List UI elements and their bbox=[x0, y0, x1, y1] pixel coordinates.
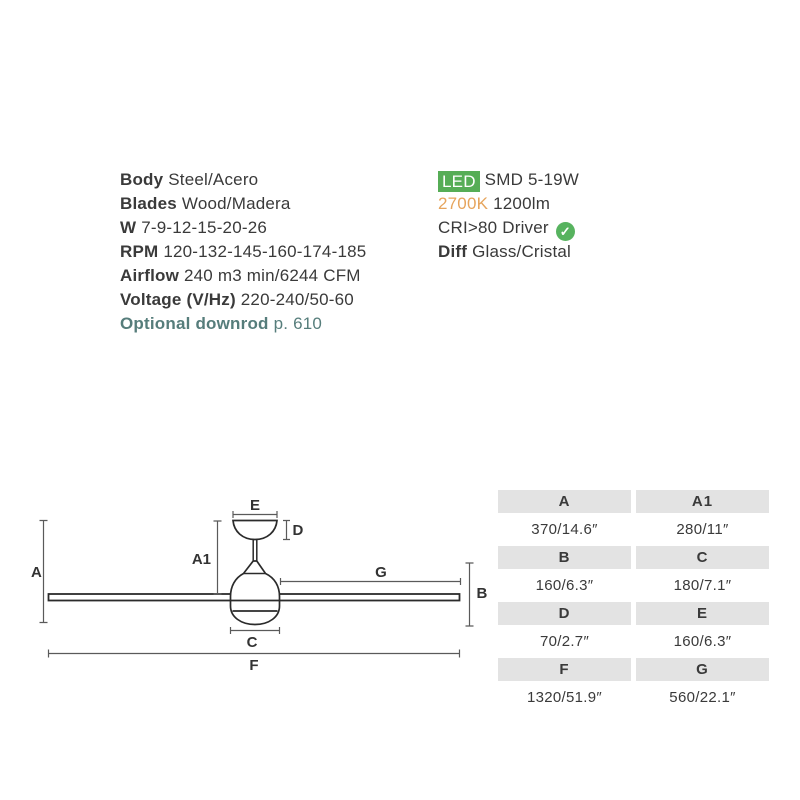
dim-label-C: C bbox=[246, 634, 258, 651]
spec-label: Voltage (V/Hz) bbox=[120, 290, 236, 309]
spec-optional-downrod bbox=[120, 312, 366, 336]
dim-label-A: A bbox=[31, 564, 42, 581]
dim-key: A bbox=[498, 490, 631, 513]
spec-color-temp bbox=[438, 192, 579, 216]
dim-key: A1 bbox=[636, 490, 769, 513]
spec-label: W bbox=[120, 218, 137, 237]
spec-blades bbox=[120, 192, 366, 216]
fan-canopy bbox=[233, 521, 277, 540]
spec-label: RPM bbox=[120, 242, 159, 261]
fan-dimension-diagram bbox=[30, 490, 490, 690]
dim-value: 560/22.1″ bbox=[669, 689, 736, 706]
spec-value: Steel/Acero bbox=[168, 170, 259, 189]
product-specs bbox=[120, 168, 366, 336]
dim-cell-A1 bbox=[636, 490, 769, 546]
dim-key: D bbox=[498, 602, 631, 625]
dim-value: 70/2.7″ bbox=[539, 633, 590, 650]
dim-line-C bbox=[231, 627, 280, 634]
fan-motor-housing bbox=[231, 561, 280, 625]
lumen-value: 1200lm bbox=[493, 194, 551, 213]
cri-value: CRI>80 Driver bbox=[438, 218, 549, 237]
spec-airflow bbox=[120, 264, 366, 288]
spec-value: 220-240/50-60 bbox=[240, 290, 354, 309]
dim-key: F bbox=[498, 658, 631, 681]
dim-key: B bbox=[498, 546, 631, 569]
spec-body bbox=[120, 168, 366, 192]
spec-led-value: SMD 5-19W bbox=[484, 170, 580, 189]
spec-label: Blades bbox=[120, 194, 177, 213]
kelvin-value: 2700K bbox=[438, 194, 489, 213]
led-badge: LED bbox=[438, 171, 480, 192]
dim-value: 280/11″ bbox=[676, 521, 729, 538]
dim-line-G bbox=[281, 578, 461, 585]
spec-voltage bbox=[120, 288, 366, 312]
dim-label-G: G bbox=[375, 564, 387, 581]
spec-label: Diff bbox=[438, 242, 468, 261]
dim-value: 160/6.3″ bbox=[673, 633, 732, 650]
dim-label-F: F bbox=[249, 657, 259, 674]
dim-label-A1: A1 bbox=[191, 551, 211, 568]
check-icon: ✓ bbox=[556, 222, 575, 241]
dim-cell-E bbox=[636, 602, 769, 658]
spec-label: Optional downrod bbox=[120, 314, 269, 333]
spec-label: Body bbox=[120, 170, 164, 189]
dim-value: 370/14.6″ bbox=[531, 521, 598, 538]
spec-page-ref: p. 610 bbox=[273, 314, 323, 333]
dim-label-D: D bbox=[292, 522, 304, 539]
dimensions-table bbox=[498, 490, 769, 714]
spec-watt bbox=[120, 216, 366, 240]
dim-value: 1320/51.9″ bbox=[526, 689, 603, 706]
dim-line-B bbox=[466, 563, 474, 626]
spec-label: Airflow bbox=[120, 266, 180, 285]
spec-led bbox=[438, 168, 579, 192]
dim-cell-G bbox=[636, 658, 769, 714]
dim-value: 180/7.1″ bbox=[673, 577, 732, 594]
spec-rpm bbox=[120, 240, 366, 264]
dim-cell-B bbox=[498, 546, 631, 602]
dim-line-D bbox=[283, 521, 290, 540]
spec-value: Wood/Madera bbox=[181, 194, 291, 213]
spec-value: Glass/Cristal bbox=[472, 242, 572, 261]
dim-key: E bbox=[636, 602, 769, 625]
dim-line-A1 bbox=[214, 521, 222, 594]
fan-downrod bbox=[253, 540, 257, 562]
spec-diffuser bbox=[438, 240, 579, 264]
spec-cri-driver bbox=[438, 216, 579, 240]
dim-cell-A bbox=[498, 490, 631, 546]
led-specs bbox=[438, 168, 579, 264]
dim-cell-D bbox=[498, 602, 631, 658]
spec-value: 120-132-145-160-174-185 bbox=[163, 242, 367, 261]
dim-key: G bbox=[636, 658, 769, 681]
spec-value: 7-9-12-15-20-26 bbox=[141, 218, 268, 237]
dim-label-B: B bbox=[476, 585, 488, 602]
dim-cell-C bbox=[636, 546, 769, 602]
dim-value: 160/6.3″ bbox=[535, 577, 594, 594]
spec-value: 240 m3 min/6244 CFM bbox=[183, 266, 361, 285]
dim-label-E: E bbox=[249, 497, 261, 514]
dim-key: C bbox=[636, 546, 769, 569]
dim-cell-F bbox=[498, 658, 631, 714]
